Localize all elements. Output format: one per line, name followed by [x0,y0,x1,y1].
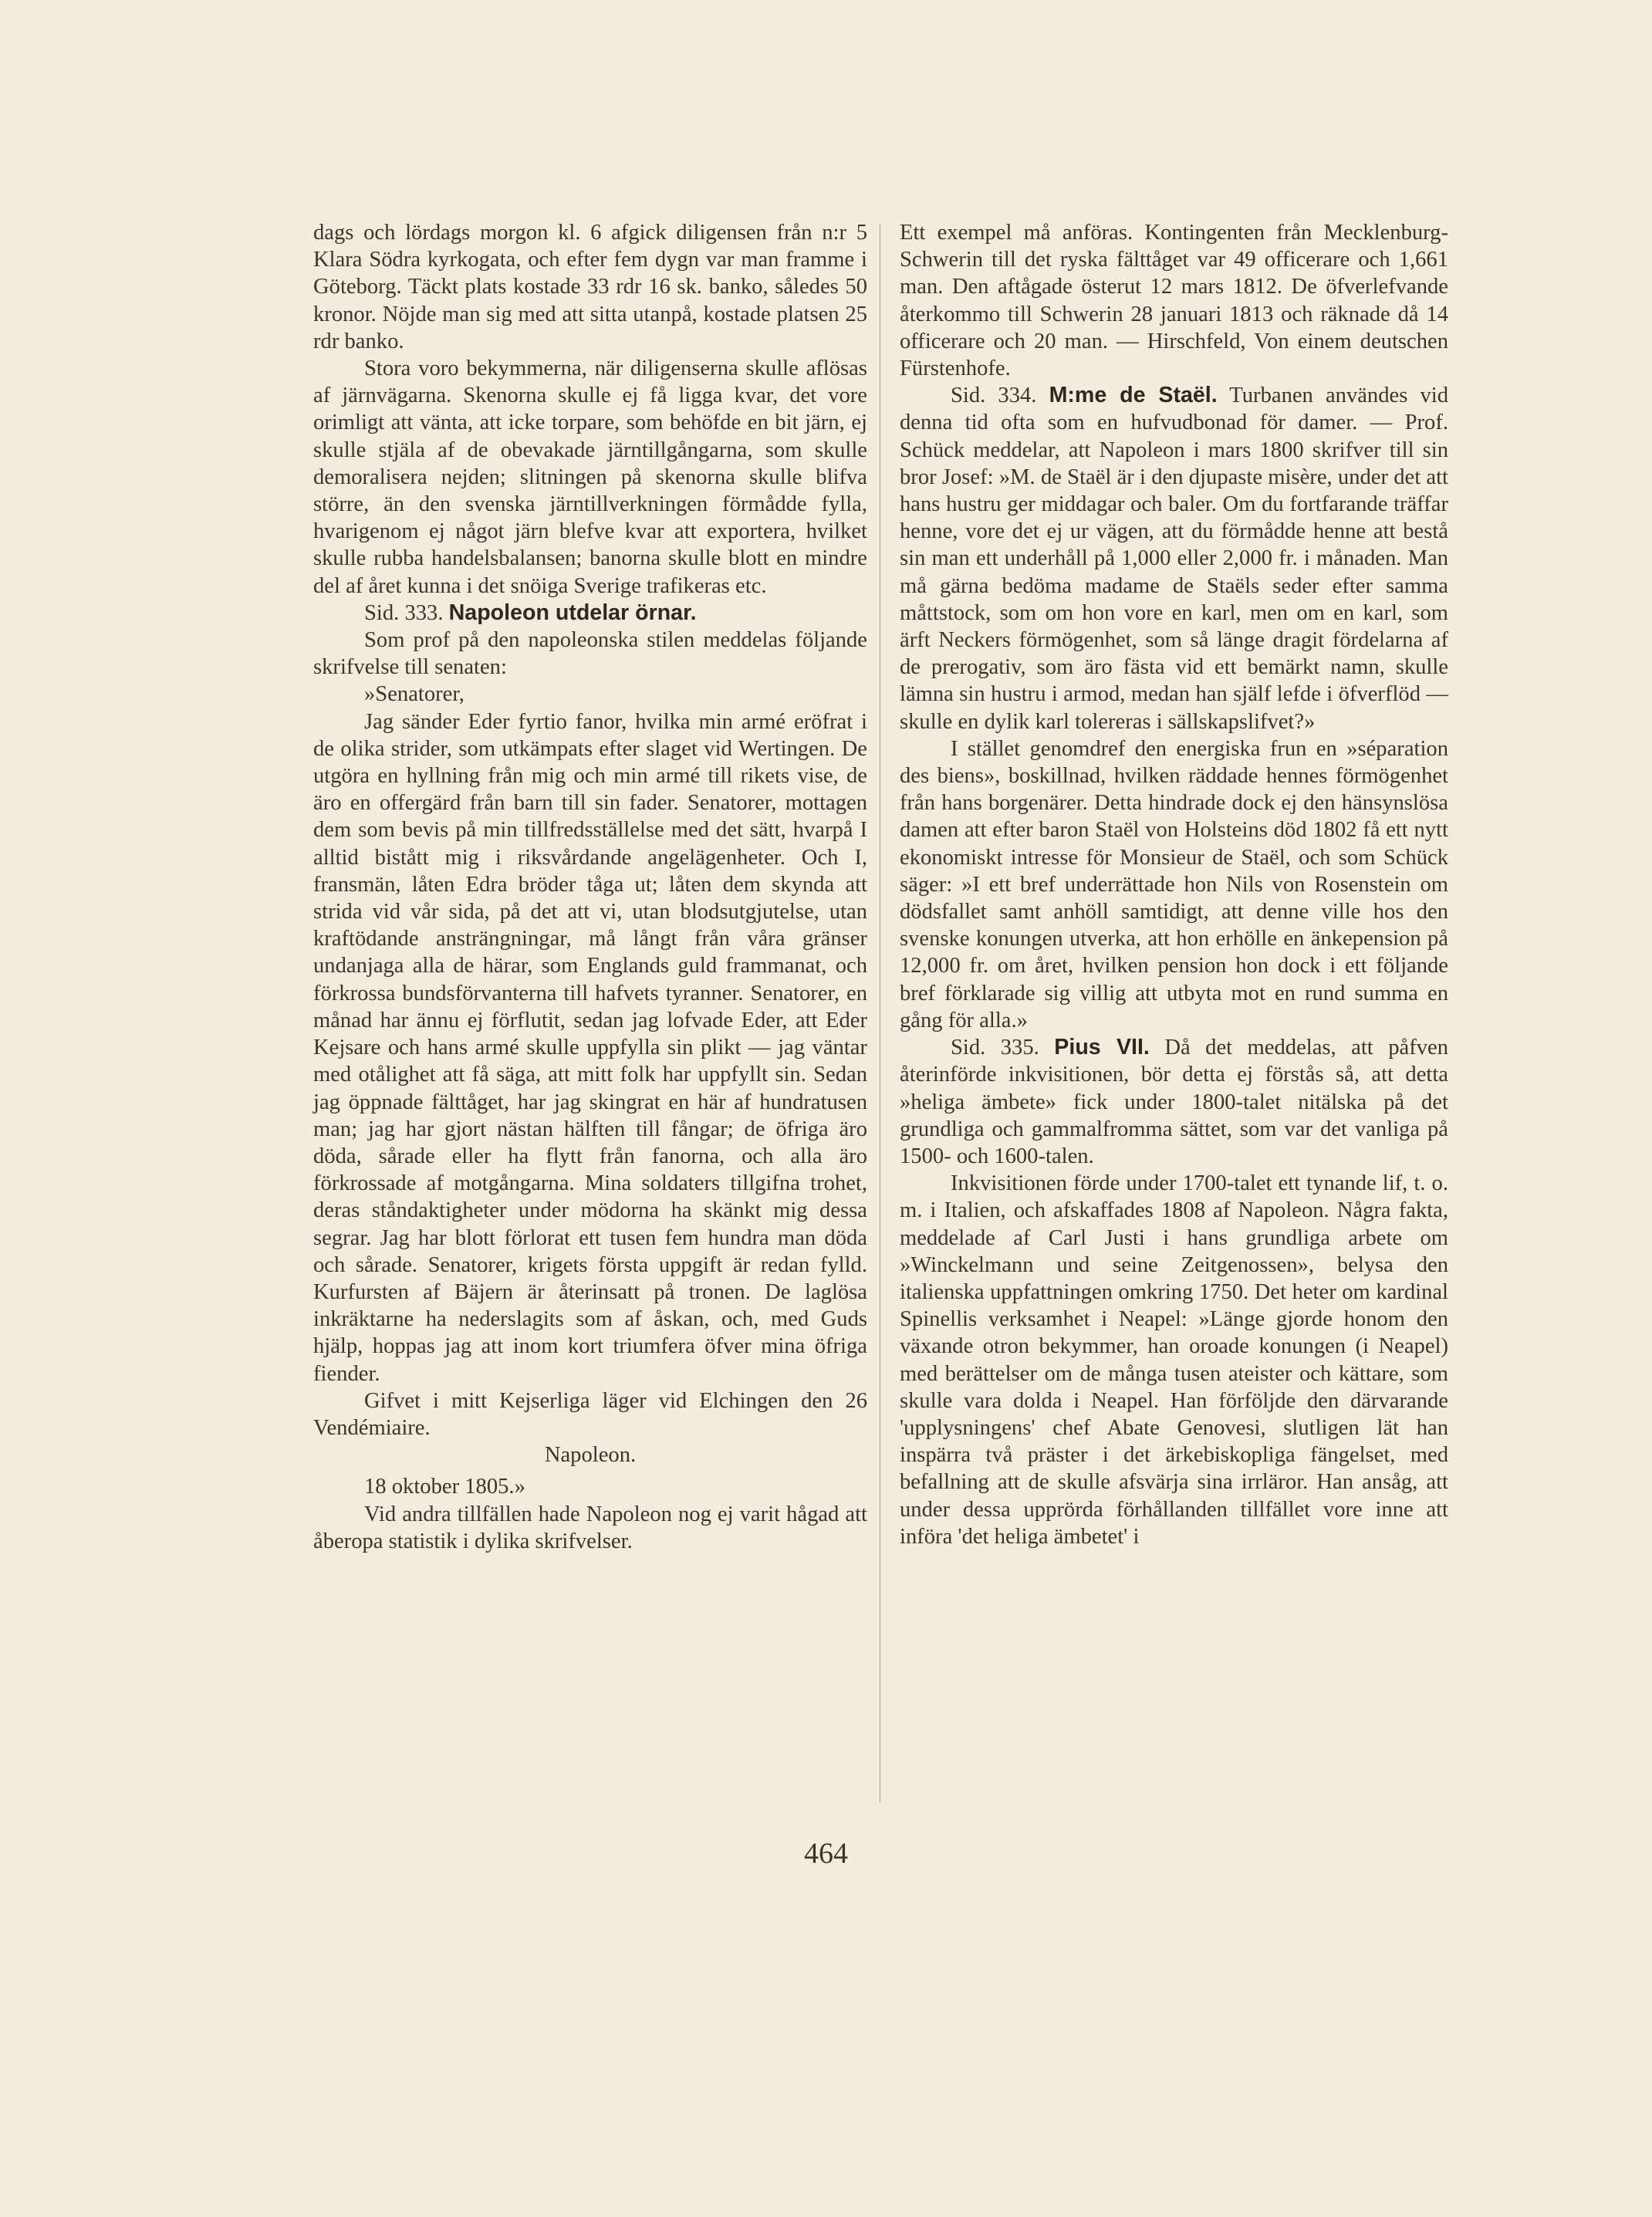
paragraph: Som prof på den napoleonska stilen meddelas följande skrifvelse till senaten: [313,628,867,680]
letter-date: 18 oktober 1805.» [364,1475,525,1499]
paragraph: Stora voro bekymmerna, när diligenserna skulle aflösas af järnvägarna. Skenorna skulle ej få ligga kvar, det vore orimligt att vänta, att icke torpare, som behöfde en bit järn, ej skulle stjäla af de obevakade järntillgångarna, som skulle demoralisera nejden; slitningen på skenorna skulle blifva större, än den svenska järntillverkningen förmådde fylla, hvarigenom ej något järn blefve kvar att exportera, hvilket skulle rubba handelsbalansen; banorna skulle blott en mindre del af året kunna i det snöiga Sverige trafikeras etc. [313,357,867,598]
left-column [313,219,867,1555]
letter-salutation: »Senatorer, [364,682,465,707]
section-heading-334 [900,382,1448,735]
paragraph: dags och lördags morgon kl. 6 afgick diligensen från n:r 5 Klara Södra kyrkogata, och efter fem dygn var man framme i Göteborg. Täckt plats kostade 33 rdr 16 sk. banko, således 50 kronor. Nöjde man sig med att sitta utanpå, kostade platsen 25 rdr banko. [313,221,867,353]
paragraph: I stället genomdref den energiska frun en »séparation des biens», boskillnad, hvilken räddade hennes förmögenhet från hans borgenärer. Detta hindrade dock ej den hänsynslösa damen att efter baron Staël von Holsteins död 1802 få ett nytt ekonomiskt intresse för Monsieur de Staël, och som Schück säger: »I ett bref underrättade hon Nils von Rosenstein om dödsfallet samt anhöll samtidigt, att denne ville hos den svenske konungen utverka, att hon erhölle en änkepension på 12,000 fr. om året, hvilken pension hon dock i ett följande bref förklarade sig villig att utbyta mot en rund summa en gång för alla.» [900,736,1448,1032]
page-number: 464 [804,1837,848,1870]
paragraph: Inkvisitionen förde under 1700-talet ett tynande lif, t. o. m. i Italien, och afskaffades 1808 af Napoleon. Några fakta, meddelade af Carl Justi i hans grundliga arbete om »Winckelmann und seine Zeitgenossen», belysa den italienska uppfattningen omkring 1750. Det heter om kardinal Spinellis verksamhet i Neapel: »Länge gjorde honom den växande otron bekymmer, han oroade konungen (i Neapel) med berättelser om de många tusen ateister och kättare, som skulle vara dolda i Neapel. Han förföljde den därvarande 'upplysningens' chef Abate Genovesi, slutligen lät han inspärra två präster i det ärkebiskopliga fängelset, med befallning att de skulle afsvärja sina irrläror. Han ansåg, att under dessa upprörda förhållanden tillfället vore inne att införa 'det heliga ämbetet' i [900,1171,1448,1549]
section-title: M:me de Staël. [1049,383,1218,408]
paragraph: Turbanen användes vid denna tid ofta som en hufvudbonad för damer. — Prof. Schück meddelar, att Napoleon i mars 1800 skrifver till sin bror Josef: »M. de Staël är i den djupaste misère, under det att hans hustru ger middagar och baler. Om du fortfarande träffar henne, vore det ej ur vägen, att du förmådde henne att bestå sin man ett underhåll på 1,000 eller 2,000 fr. i månaden. Man må gärna bedöma madame de Staëls seder efter samma måttstock, som om hon vore en karl, men om en karl, som ärft Neckers förmögenhet, som så länge dragit fördelarna af de prerogativ, som äro fästa vid ett bemärkt namn, skulle lämna sin hustru i armod, medan han själf lefde i öfverflöd — skulle en dylik karl tolereras i sällskapslifvet?» [900,384,1448,734]
right-column [900,219,1448,1550]
paragraph: Vid andra tillfällen hade Napoleon nog ej varit hågad att åberopa statistik i dylika skrifvelser. [313,1502,867,1553]
section-heading-333 [313,600,867,627]
section-ref: Sid. 335. [951,1036,1039,1060]
paragraph: Ett exempel må anföras. Kontingenten från Mecklenburg-Schwerin till det ryska fälttåget var 49 officerare och 1,661 man. Den aftågade österut 12 mars 1812. De öfverlefvande återkommo till Schwerin 28 januari 1813 och räknade då 14 officerare och 20 man. — Hirschfeld, Von einem deutschen Fürstenhofe. [900,221,1448,381]
letter-signature: Napoleon. [544,1443,637,1468]
section-ref: Sid. 333. [364,600,444,625]
section-title: Pius VII. [1054,1035,1150,1060]
letter-given: Gifvet i mitt Kejserliga läger vid Elchingen den 26 Vendémiaire. [313,1388,867,1440]
letter-body: Jag sänder Eder fyrtio fanor, hvilka min armé eröfrat i de olika strider, som utkämpats efter slaget vid Wertingen. De utgöra en hyllning från mig och min armé till rikets vise, de äro en offergärd från barn till sin fader. Senatorer, mottagen dem som bevis på min tillfredsställelse med det sätt, hvarpå I alltid bistått mig i riksvårdande angelägenheter. Och I, fransmän, låten Edra bröder tåga ut; låten dem skynda att strida vid vår sida, på det att vi, utan blodsutgjutelse, utan kraftödande ansträngningar, må långt från våra gränser undanjaga alla de härar, som Englands guld frammanat, och förkrossa bundsförvanterna till hafvets tyranner. Senatorer, en månad har ännu ej förflutit, sedan jag lofvade Eder, att Eder Kejsare och hans armé skulle uppfylla sin plikt — jag väntar med otålighet att få säga, att mitt folk har uppfyllt sin. Sedan jag öppnade fälttåget, har jag skingrat en här af hundratusen man; jag har gjort nästan hälften till fångar; de öfriga äro döda, sårade eller ha flytt från fanorna, och alla äro förkrossade af motgångarna. Mina soldaters tillgifna trohet, deras ståndaktigheter under mödorna ha skänkt mig dessa segrar. Jag har blott förlorat ett tusen fem hundra man döda och sårade. Senatorer, krigets första uppgift är redan fylld. Kurfursten af Bäjern är återinsatt på tronen. De laglösa inkräktarne ha nederslagits som af åskan, och, med Guds hjälp, hoppas jag att inom kort triumfera öfver mina öfriga fiender. [313,709,867,1386]
section-title: Napoleon utdelar örnar. [448,600,697,625]
section-ref: Sid. 334. [951,384,1037,408]
section-heading-335 [900,1034,1448,1170]
paragraph: Då det meddelas, att påfven återinförde inkvisitionen, bör detta ej förstås så, att detta »heliga ämbete» fick under 1800-talet nitälska på det grundliga och gammalfromma sättet, som var det vanliga på 1500- och 1600-talen. [900,1036,1449,1168]
